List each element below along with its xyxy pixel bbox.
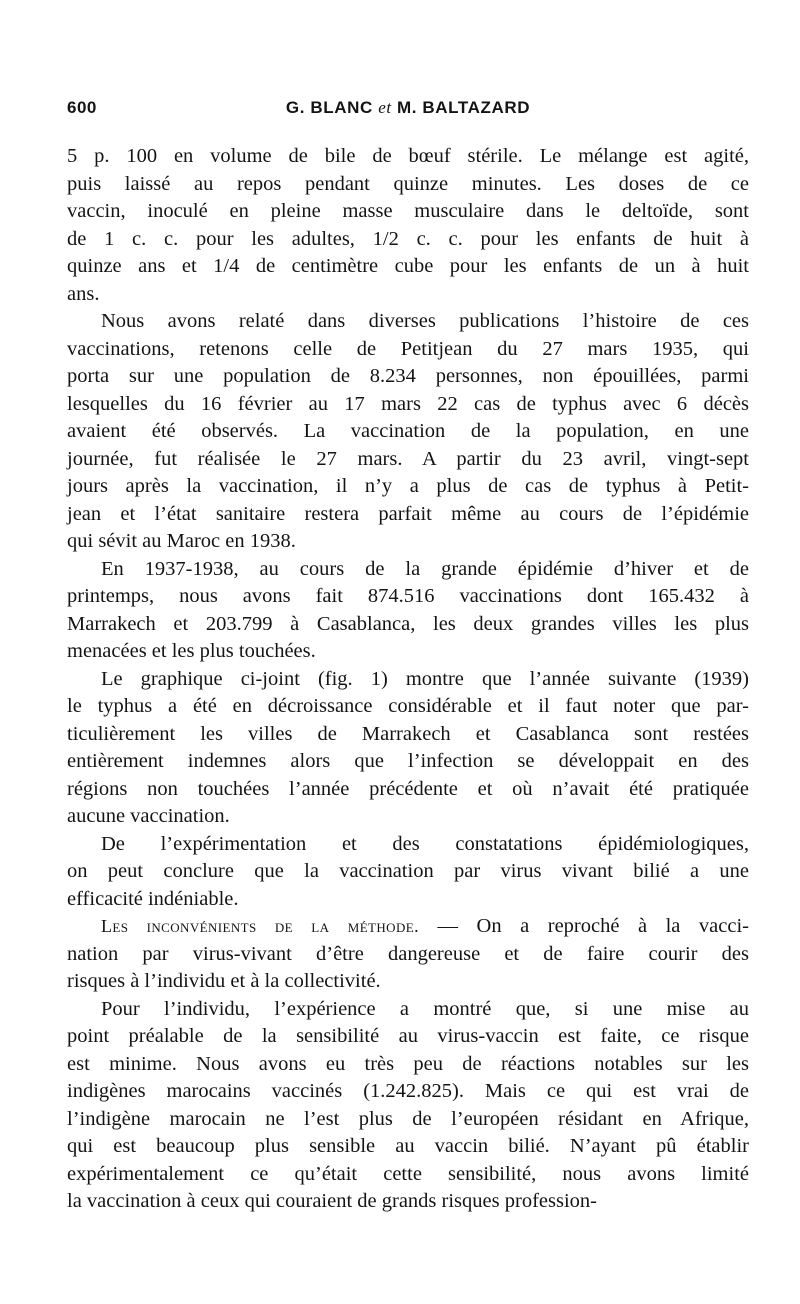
text-line: En 1937-1938, au cours de la grande épidémie d’hiver et de <box>101 557 749 580</box>
text-line: 5 p. 100 en volume de bile de bœuf stérile. Le mélange est agité, <box>67 145 749 167</box>
heading-continuation: — On a reproché à la vacci- <box>418 915 749 937</box>
text-line <box>67 913 749 941</box>
text-line: menacées et les plus touchées. <box>67 640 316 662</box>
section-heading: Les inconvénients de la méthode. <box>101 916 419 936</box>
text-line: qui est beaucoup plus sensible au vaccin bilié. N’ayant pû établir <box>67 1135 749 1157</box>
text-line: le typhus a été en décroissance considérable et il faut noter que par- <box>67 695 749 717</box>
text-line: efficacité indéniable. <box>67 887 239 910</box>
text-line: Marrakech et 203.799 à Casablanca, les deux grandes villes les plus <box>67 612 749 635</box>
text-line: indigènes marocains vaccinés (1.242.825). Mais ce qui est vrai de <box>67 1080 749 1102</box>
text-line: puis laissé au repos pendant quinze minutes. Les doses de ce <box>67 172 749 195</box>
text-line: expérimentalement ce qu’était cette sensibilité, nous avons limité <box>67 1162 749 1185</box>
body-text <box>67 143 749 1216</box>
text-line: printemps, nous avons fait 874.516 vaccinations dont 165.432 à <box>67 585 749 607</box>
paragraph <box>67 996 749 1216</box>
text-line: vaccin, inoculé en pleine masse musculaire dans le deltoïde, sont <box>67 200 749 222</box>
text-line: ticulièrement les villes de Marrakech et Casablanca sont restées <box>67 722 749 745</box>
text-line: qui sévit au Maroc en 1938. <box>67 530 296 552</box>
author-conjunction: et <box>378 98 392 117</box>
text-line: régions non touchées l’année précédente et où n’avait été pratiquée <box>67 777 749 800</box>
text-line: aucune vaccination. <box>67 805 230 827</box>
text-line: l’indigène marocain ne l’est plus de l’européen résidant en Afrique, <box>67 1107 749 1130</box>
paragraph <box>67 143 749 308</box>
text-line: avaient été observés. La vaccination de la population, en une <box>67 420 749 442</box>
text-line: est minime. Nous avons eu très peu de réactions notables sur les <box>67 1052 749 1075</box>
text-line: journée, fut réalisée le 27 mars. A partir du 23 avril, vingt-sept <box>67 447 749 470</box>
author-blanc: G. BLANC <box>285 98 373 117</box>
text-line: nation par virus-vivant d’être dangereuse et de faire courir des <box>67 942 749 965</box>
text-line: lesquelles du 16 février au 17 mars 22 cas de typhus avec 6 décès <box>67 392 749 415</box>
paragraph <box>67 831 749 914</box>
text-line: on peut conclure que la vaccination par virus vivant bilié a une <box>67 860 749 882</box>
text-line: Pour l’individu, l’expérience a montré que, si une mise au <box>101 997 749 1020</box>
text-line: jours après la vaccination, il n’y a plus de cas de typhus à Petit- <box>67 475 749 497</box>
text-line: la vaccination à ceux qui couraient de grands risques profession- <box>67 1190 597 1212</box>
paragraph <box>67 666 749 831</box>
text-line: Le graphique ci-joint (fig. 1) montre que l’année suivante (1939) <box>101 667 749 690</box>
author-baltazard: M. BALTAZARD <box>396 98 531 117</box>
text-line: De l’expérimentation et des constatations épidémiologiques, <box>101 832 749 855</box>
page-header <box>67 98 749 128</box>
text-line: entièrement indemnes alors que l’infection se développait en des <box>67 750 749 772</box>
page-number: 600 <box>67 98 97 117</box>
text-line: point préalable de la sensibilité au virus-vaccin est faite, ce risque <box>67 1025 749 1047</box>
text-line: porta sur une population de 8.234 personnes, non épouillées, parmi <box>67 365 749 387</box>
text-line: jean et l’état sanitaire restera parfait même au cours de l’épidémie <box>67 502 749 525</box>
text-line: Nous avons relaté dans diverses publications l’histoire de ces <box>101 310 749 332</box>
text-line: risques à l’individu et à la collectivité. <box>67 970 381 992</box>
paragraph <box>67 556 749 666</box>
text-line: de 1 c. c. pour les adultes, 1/2 c. c. pour les enfants de huit à <box>67 227 749 250</box>
text-line: vaccinations, retenons celle de Petitjean du 27 mars 1935, qui <box>67 337 749 360</box>
text-line: quinze ans et 1/4 de centimètre cube pour les enfants de un à huit <box>67 255 749 277</box>
running-head <box>67 98 749 118</box>
text-line: ans. <box>67 282 100 305</box>
section-paragraph <box>67 913 749 996</box>
paragraph <box>67 308 749 556</box>
